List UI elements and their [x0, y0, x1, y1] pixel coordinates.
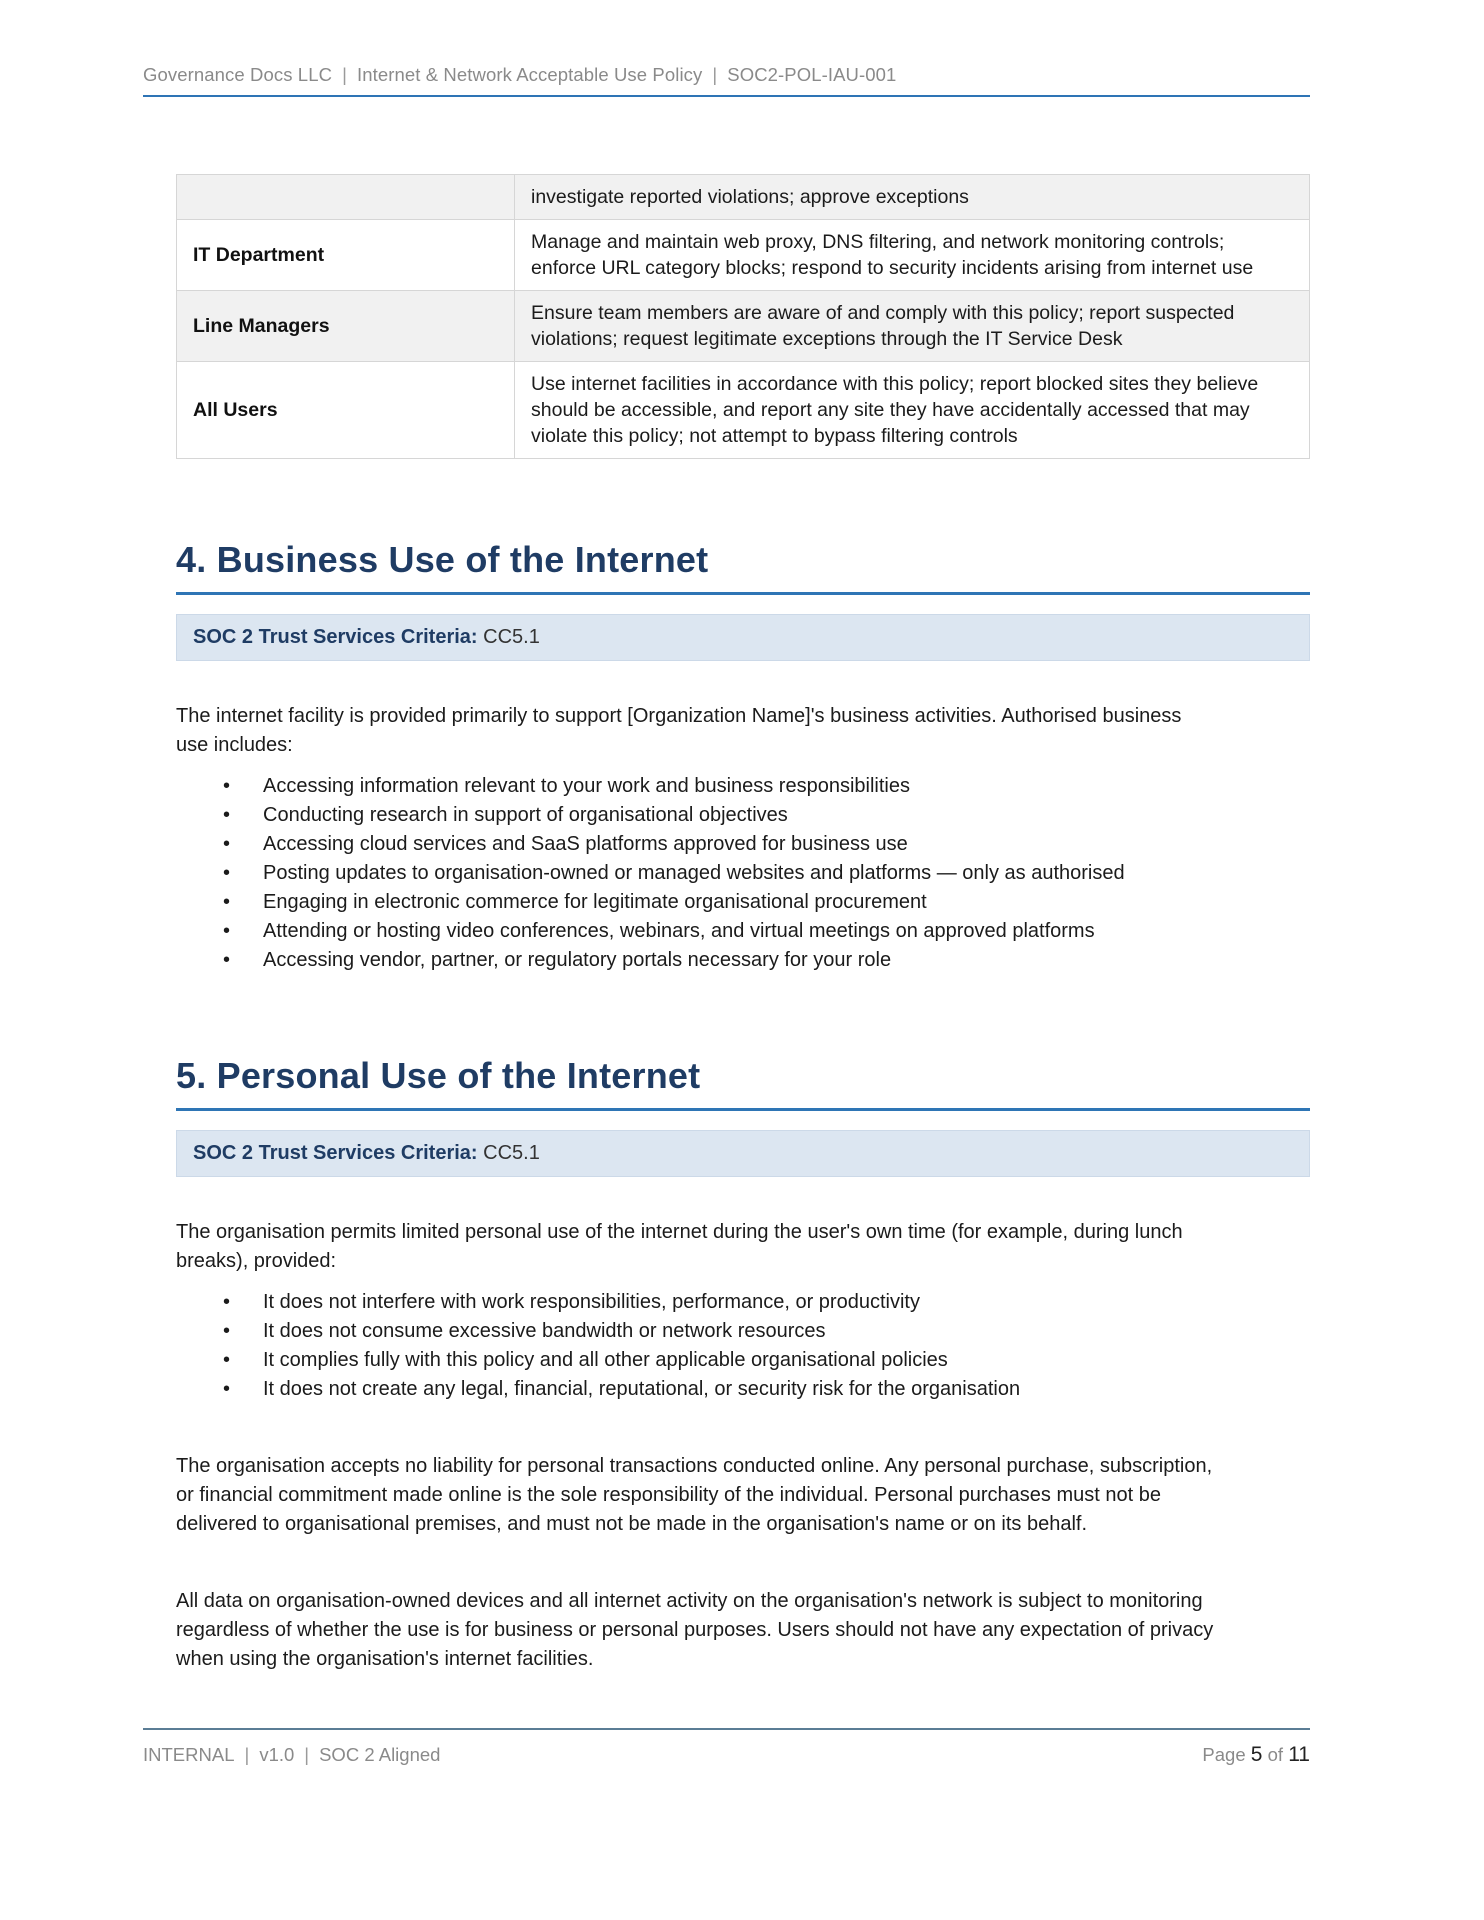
responsibility-cell: Manage and maintain web proxy, DNS filtering, and network monitoring controls; enforce URL category blocks; respond to security incidents arising from internet use: [515, 220, 1310, 291]
document-title: Internet & Network Acceptable Use Policy: [356, 64, 703, 85]
list-item-text: Accessing information relevant to your work and business responsibilities: [263, 774, 910, 797]
document-footer: [143, 1728, 1310, 1767]
section4-intro-paragraph: The internet facility is provided primarily to support [Organization Name]'s business activities. Authorised business use includes:: [176, 704, 1182, 756]
list-item: [176, 830, 1276, 859]
section5-intro-paragraph: The organisation permits limited personal use of the internet during the user's own time (for example, during lunch breaks), provided:: [176, 1220, 1183, 1272]
bullet-icon: •: [223, 774, 231, 797]
document-body: [176, 174, 1310, 1674]
section4-bullet-list: [176, 772, 1310, 975]
criteria-label: SOC 2 Trust Services Criteria:: [193, 1141, 478, 1164]
roles-responsibilities-table: [176, 174, 1310, 459]
page-label: Page: [1202, 1743, 1246, 1765]
table-row: [177, 362, 1310, 459]
footer-separator: |: [244, 1743, 250, 1765]
liability-paragraph: The organisation accepts no liability for personal transactions conducted online. Any personal purchase, subscription, or financial commitment made online is the sole responsibility of the individual. Personal purchases must not be delivered to organisational premises, and must not be made in the organisation's name or on its behalf.: [176, 1454, 1213, 1535]
list-item-text: It does not interfere with work responsibilities, performance, or productivity: [263, 1290, 920, 1313]
bullet-icon: •: [223, 1348, 231, 1371]
role-cell: IT Department: [177, 220, 515, 291]
bullet-icon: •: [223, 1290, 231, 1313]
role-cell: All Users: [177, 362, 515, 459]
soc2-criteria-banner: [176, 1130, 1310, 1177]
list-item-text: Accessing vendor, partner, or regulatory portals necessary for your role: [263, 948, 892, 971]
document-header: [143, 0, 1310, 97]
role-cell: Line Managers: [177, 291, 515, 362]
page-total: 11: [1288, 1742, 1310, 1766]
classification-label: INTERNAL: [143, 1743, 235, 1765]
responsibility-cell: Use internet facilities in accordance with this policy; report blocked sites they believe should be accessible, and report any site they have accidentally accessed that may violate this policy; not attempt to bypass filtering controls: [515, 362, 1310, 459]
list-item-text: It does not consume excessive bandwidth or network resources: [263, 1319, 826, 1342]
list-item-text: It complies fully with this policy and all other applicable organisational policies: [263, 1348, 948, 1371]
of-label: of: [1267, 1743, 1284, 1765]
list-item: [176, 1288, 1276, 1317]
list-item: [176, 1375, 1276, 1404]
table-row: [177, 291, 1310, 362]
list-item: [176, 917, 1276, 946]
list-item: [176, 772, 1276, 801]
list-item: [176, 1317, 1276, 1346]
table-row: [177, 220, 1310, 291]
list-item: [176, 946, 1276, 975]
list-item: [176, 888, 1276, 917]
header-separator: |: [342, 64, 347, 85]
version-label: v1.0: [259, 1743, 295, 1765]
list-item-text: Conducting research in support of organisational objectives: [263, 803, 788, 826]
list-item-text: Posting updates to organisation-owned or managed websites and platforms — only as authorised: [263, 861, 1125, 884]
responsibility-cell: investigate reported violations; approve exceptions: [515, 175, 1310, 220]
bullet-icon: •: [223, 861, 231, 884]
bullet-icon: •: [223, 1319, 231, 1342]
list-item-text: Accessing cloud services and SaaS platforms approved for business use: [263, 832, 908, 855]
list-item-text: Engaging in electronic commerce for legitimate organisational procurement: [263, 890, 927, 913]
table-row: [177, 175, 1310, 220]
monitoring-paragraph: All data on organisation-owned devices and all internet activity on the organisation's network is subject to monitoring regardless of whether the use is for business or personal purposes. Users should not have any expectation of privacy when using the organisation's internet facilities.: [176, 1589, 1214, 1670]
responsibility-cell: Ensure team members are aware of and comply with this policy; report suspected violations; request legitimate exceptions through the IT Service Desk: [515, 291, 1310, 362]
page-number: 5: [1250, 1742, 1263, 1766]
footer-left: [143, 1744, 440, 1766]
role-cell: [177, 175, 515, 220]
criteria-label: SOC 2 Trust Services Criteria:: [193, 625, 478, 648]
footer-separator: |: [304, 1743, 310, 1765]
bullet-icon: •: [223, 890, 231, 913]
bullet-icon: •: [223, 948, 231, 971]
list-item: [176, 1346, 1276, 1375]
alignment-label: SOC 2 Aligned: [319, 1743, 441, 1765]
page-indicator: [1202, 1743, 1310, 1767]
section-heading-business-use: 4. Business Use of the Internet: [176, 539, 1310, 595]
list-item: [176, 801, 1276, 830]
bullet-icon: •: [223, 832, 231, 855]
list-item-text: Attending or hosting video conferences, webinars, and virtual meetings on approved platforms: [263, 919, 1095, 942]
document-id: SOC2-POL-IAU-001: [727, 64, 897, 85]
list-item-text: It does not create any legal, financial, reputational, or security risk for the organisation: [263, 1377, 1021, 1400]
bullet-icon: •: [223, 803, 231, 826]
company-name: Governance Docs LLC: [143, 64, 333, 85]
header-separator: |: [712, 64, 718, 85]
bullet-icon: •: [223, 1377, 231, 1400]
soc2-criteria-banner: [176, 614, 1310, 661]
bullet-icon: •: [223, 919, 231, 942]
criteria-value: CC5.1: [483, 1141, 540, 1164]
criteria-value: CC5.1: [483, 625, 540, 648]
section-heading-personal-use: 5. Personal Use of the Internet: [176, 1055, 1310, 1111]
section5-bullet-list: [176, 1288, 1310, 1404]
list-item: [176, 859, 1276, 888]
